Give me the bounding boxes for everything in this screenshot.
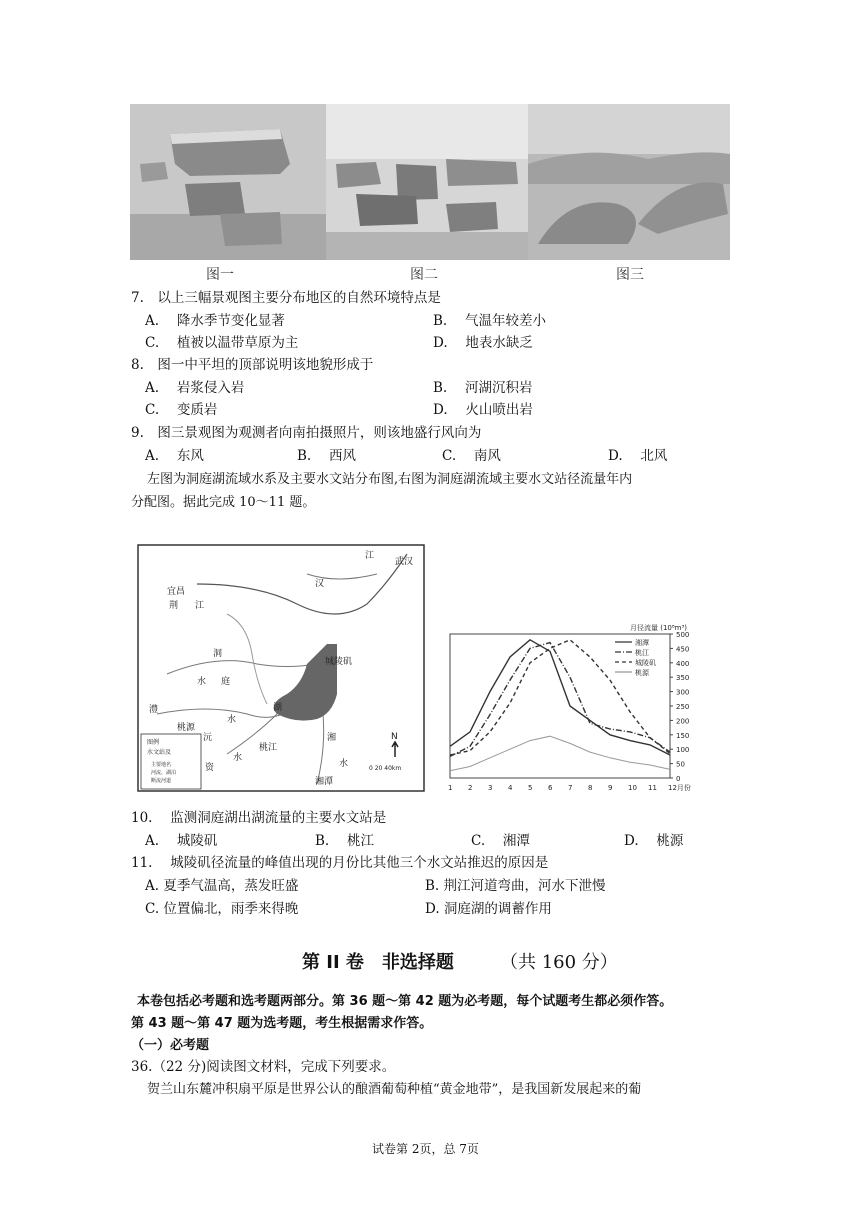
y-tick-label: 50 xyxy=(676,760,685,769)
x-tick-label: 9 xyxy=(608,784,613,792)
y-tick-label: 400 xyxy=(676,659,690,668)
photo-2 xyxy=(326,104,528,260)
dongting-map xyxy=(137,544,427,794)
q7-stem: 7. 以上三幅景观图主要分布地区的自然环境特点是 xyxy=(131,290,441,306)
q8-option-b[interactable]: B. 河湖沉积岩 xyxy=(433,380,533,396)
y-tick-label: 350 xyxy=(676,674,690,683)
q11-option-a[interactable]: A. 夏季气温高，蒸发旺盛 xyxy=(145,878,299,894)
photo-3 xyxy=(528,104,730,260)
map-label-jing: 荆 xyxy=(169,601,179,611)
y-tick-label: 250 xyxy=(676,703,690,711)
legend-label: 桃江 xyxy=(635,649,649,657)
y-tick-label: 450 xyxy=(676,645,690,654)
legend-river: 河流、湖泊 xyxy=(151,770,177,776)
map-label-shui-2: 水 xyxy=(227,715,237,725)
photo-caption-3: 图三 xyxy=(616,267,644,283)
legend-title: 图例 xyxy=(147,739,160,746)
y-tick-label: 100 xyxy=(676,746,690,755)
x-tick-label: 4 xyxy=(508,784,513,792)
q10-option-a[interactable]: A. 城陵矶 xyxy=(145,833,218,849)
q10-option-b[interactable]: B. 桃江 xyxy=(315,833,375,849)
intro-line-1: 左图为洞庭湖流域水系及主要水文站分布图,右图为洞庭湖流域主要水文站径流量年内 xyxy=(147,472,633,487)
q7-option-c[interactable]: C. 植被以温带草原为主 xyxy=(145,335,299,351)
y-tick-label: 150 xyxy=(676,731,690,740)
photo-caption-2: 图二 xyxy=(410,267,438,283)
q36-stem: 36.（22 分)阅读图文材料，完成下列要求。 xyxy=(131,1059,396,1075)
legend-dry-channel: 断流河道 xyxy=(151,778,172,784)
map-station-taoyuan: 桃源 xyxy=(177,723,196,733)
map-label-xiang: 湘 xyxy=(327,733,337,743)
q10-option-d[interactable]: D. 桃源 xyxy=(624,833,684,849)
y-axis-label: 月径流量 (10⁸m³) xyxy=(630,624,688,632)
x-tick-label: 11 xyxy=(648,784,657,792)
part2-score: （共 160 分） xyxy=(500,952,618,973)
q9-stem: 9. 图三景观图为观测者向南拍摄照片，则该地盛行风向为 xyxy=(131,425,482,441)
north-arrow-label: N xyxy=(391,732,398,742)
section-required: （一）必考题 xyxy=(131,1038,210,1053)
q7-option-a[interactable]: A. 降水季节变化显著 xyxy=(145,313,285,329)
intro-line-2: 分配图。据此完成 10～11 题。 xyxy=(131,495,316,510)
x-tick-label: 3 xyxy=(488,784,493,792)
runoff-chart xyxy=(440,620,730,798)
landscape-photos xyxy=(130,104,730,290)
q11-option-d[interactable]: D. 洞庭湖的调蓄作用 xyxy=(425,901,552,917)
q7-option-d[interactable]: D. 地表水缺乏 xyxy=(433,335,533,351)
x-tick-label: 2 xyxy=(468,784,473,792)
map-label-han: 汉 xyxy=(315,579,325,589)
legend-label: 城陵矶 xyxy=(635,659,656,667)
map-label-jiang: 江 xyxy=(195,601,205,611)
part2-title: 第 II 卷 非选择题 xyxy=(302,952,454,973)
map-station-xiangtan: 湘潭 xyxy=(315,777,334,787)
q11-option-b[interactable]: B. 荆江河道弯曲，河水下泄慢 xyxy=(425,878,606,894)
map-label-ting: 庭 xyxy=(221,677,231,687)
map-station-chenglingji: 城陵矶 xyxy=(325,657,353,667)
photo-1 xyxy=(130,104,326,260)
series-line-3 xyxy=(450,640,670,755)
map-label-shui-3: 水 xyxy=(233,753,243,763)
map-label-yichang: 宜昌 xyxy=(167,587,186,597)
y-tick-label: 200 xyxy=(676,717,690,726)
q9-option-d[interactable]: D. 北风 xyxy=(608,448,668,464)
legend-station: 水文站及 xyxy=(147,749,172,756)
map-label-shui-1: 水 xyxy=(197,677,207,687)
q10-stem: 10. 监测洞庭湖出湖流量的主要水文站是 xyxy=(131,810,387,826)
x-tick-label: 8 xyxy=(588,784,593,792)
x-tick-label: 6 xyxy=(548,784,553,792)
x-tick-label: 12月份 xyxy=(668,784,691,792)
q9-option-c[interactable]: C. 南风 xyxy=(442,448,501,464)
page-footer: 试卷第 2页，总 7页 xyxy=(372,1142,479,1156)
y-tick-label: 0 xyxy=(676,775,681,783)
legend-label: 湘潭 xyxy=(635,639,649,647)
map-label-dong: 洞 xyxy=(213,649,223,659)
q11-stem: 11. 城陵矶径流量的峰值出现的月份比其他三个水文站推迟的原因是 xyxy=(131,855,549,871)
legend-place: 主要地名 xyxy=(151,762,172,768)
y-tick-label: 300 xyxy=(676,688,690,697)
q8-stem: 8. 图一中平坦的顶部说明该地貌形成于 xyxy=(131,357,374,373)
q10-option-c[interactable]: C. 湘潭 xyxy=(471,833,530,849)
runoff-chart-svg xyxy=(440,620,730,798)
map-label-jiang-north: 江 xyxy=(365,551,375,561)
part2-desc-1: 本卷包括必考题和选考题两部分。第 36 题～第 42 题为必考题，每个试题考生都必须作答。 xyxy=(137,994,673,1009)
part2-desc-2: 第 43 题～第 47 题为选考题，考生根据需求作答。 xyxy=(131,1016,433,1031)
q36-text: 贺兰山东麓冲积扇平原是世界公认的酿酒葡萄种植“黄金地带”，是我国新发展起来的葡 xyxy=(147,1082,642,1097)
photo-caption-1: 图一 xyxy=(206,267,234,283)
map-label-zi: 资 xyxy=(205,763,215,773)
q9-option-b[interactable]: B. 西风 xyxy=(297,448,357,464)
map-label-wuhan: 武汉 xyxy=(395,557,414,567)
map-label-shui-4: 水 xyxy=(339,759,349,769)
x-tick-label: 5 xyxy=(528,784,533,792)
x-tick-label: 1 xyxy=(448,784,453,792)
q9-option-a[interactable]: A. 东风 xyxy=(145,448,204,464)
map-label-li: 澧 xyxy=(149,705,159,715)
map-label-hu: 湖 xyxy=(273,703,283,713)
q11-option-c[interactable]: C. 位置偏北，雨季来得晚 xyxy=(145,901,299,917)
legend-label: 桃源 xyxy=(635,669,649,677)
q8-option-d[interactable]: D. 火山喷出岩 xyxy=(433,402,533,418)
y-tick-label: 500 xyxy=(676,631,690,639)
q7-option-b[interactable]: B. 气温年较差小 xyxy=(433,313,547,329)
q8-option-a[interactable]: A. 岩浆侵入岩 xyxy=(145,380,245,396)
map-scale: 0 20 40km xyxy=(369,765,402,772)
x-tick-label: 7 xyxy=(568,784,573,792)
map-label-yuan: 沅 xyxy=(203,733,213,743)
q8-option-c[interactable]: C. 变质岩 xyxy=(145,402,218,418)
map-station-taojiang: 桃江 xyxy=(259,743,278,753)
x-tick-label: 10 xyxy=(628,784,637,792)
